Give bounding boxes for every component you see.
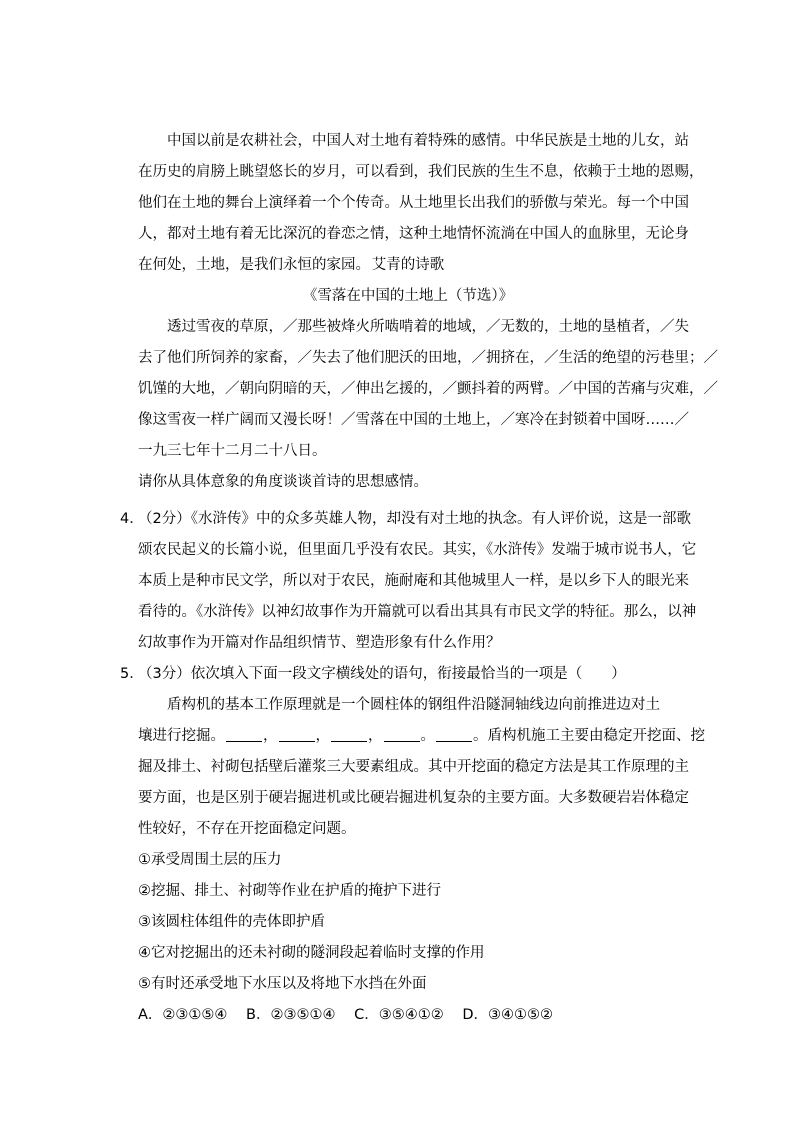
paragraph-text: 。盾构机施工主要由稳定开挖面、挖 [473,728,705,744]
paragraph-text: 壤进行挖掘。 [138,728,225,744]
question-5-item: ④它对挖掘出的还未衬砌的隧洞段起着临时支撑的作用 [138,945,485,961]
passage-line: 在历史的肩膀上眺望悠长的岁月，可以看到，我们民族的生生不息，依赖于土地的恩赐， [138,164,704,180]
period: 。 [420,728,435,744]
comma: ， [315,728,330,744]
poem-line: 去了他们所饲养的家畜，／失去了他们肥沃的田地，／拥挤在，／生活的绝望的污巷里；／ [138,350,718,366]
answer-blank [384,727,420,742]
question-5-paragraph-line: 性较好，不存在开挖面稳定问题。 [138,821,356,837]
question-4-line: 颂农民起义的长篇小说，但里面几乎没有农民。其实，《水浒传》发端于城市说书人，它 [138,542,697,558]
choice-b[interactable]: B．②③⑤①④ [246,1007,336,1023]
passage-line: 中国以前是农耕社会，中国人对土地有着特殊的感情。中华民族是土地的儿女，站 [167,133,689,149]
choice-d[interactable]: D．③④①⑤② [462,1007,553,1023]
question-4-line: 本质上是种市民文学，所以对于农民，施耐庵和其他城里人一样，是以乡下人的眼光来 [138,573,689,589]
answer-blank [226,727,262,742]
poem-title: 《雪落在中国的土地上（节选）》 [302,288,514,304]
poem-section [138,250,718,498]
question-5-item: ②挖掘、排土、衬砌等作业在护盾的掩护下进行 [138,883,441,899]
question-5-stem: （3分）依次填入下面一段文字横线处的语句，衔接最恰当的一项是（ ） [138,666,626,682]
passage-line: 在何处，土地，是我们永恒的家园。 [138,257,370,273]
question-5 [138,659,705,1031]
poem-line: 一九三七年十二月二十八日。 [138,443,327,459]
question-5-choices [138,1000,678,1031]
question-4-number: 4． [120,511,144,527]
choice-a[interactable]: A．②③①⑤④ [138,1007,228,1023]
question-4-line: （2分）《水浒传》中的众多英雄人物，却没有对土地的执念。有人评价说，这是一部歌 [138,511,691,527]
question-4-line: 幻故事作为开篇对作品组织情节、塑造形象有什么作用？ [138,635,501,651]
question-5-item: ③该圆柱体组件的壳体即护盾 [138,914,325,930]
poem-heading: 艾青的诗歌 [371,257,445,273]
passage-line: 他们在土地的舞台上演绎着一个个传奇。从土地里长出我们的骄傲与荣光。每一个中国 [138,195,689,211]
poem-question: 请你从具体意象的角度谈谈首诗的思想感情。 [138,474,428,490]
choice-c[interactable]: C．③⑤④①② [354,1007,444,1023]
answer-blank [331,727,367,742]
comma: ， [263,728,278,744]
passage-line: 人，都对土地有着无比深沉的眷恋之情，这种土地情怀流淌在中国人的血脉里，无论身 [138,226,689,242]
question-4-line: 看待的。《水浒传》以神幻故事作为开篇就可以看出其具有市民文学的特征。那么，以神 [138,604,697,620]
answer-blank [436,727,472,742]
answer-blank [279,727,315,742]
question-5-paragraph-line: 要方面，也是区别于硬岩掘进机或比硬岩掘进机复杂的主要方面。大多数硬岩岩体稳定 [138,790,689,806]
question-5-paragraph-line: 盾构机的基本工作原理就是一个圆柱体的钢组件沿隧洞轴线边向前推进边对土 [167,697,660,713]
question-5-item: ⑤有时还承受地下水压以及将地下水挡在外面 [138,976,427,992]
question-5-number: 5． [120,666,144,682]
question-5-item: ①承受周围土层的压力 [138,852,282,868]
poem-line: 像这雪夜一样广阔而又漫长呀！／雪落在中国的土地上，／寒冷在封锁着中国呀……／ [138,412,689,428]
question-5-paragraph-line: 掘及排土、衬砌包括壁后灌浆三大要素组成。其中开挖面的稳定方法是其工作原理的主 [138,759,689,775]
question-5-paragraph-line [138,721,705,752]
poem-line: 透过雪夜的草原，／那些被烽火所啮啃着的地域，／无数的，土地的垦植者，／失 [167,319,689,335]
poem-line: 饥馑的大地，／朝向阴暗的天，／伸出乞援的，／颤抖着的两臂。／中国的苦痛与灾难，／ [138,381,718,397]
question-4 [138,504,697,659]
comma: ， [368,728,383,744]
